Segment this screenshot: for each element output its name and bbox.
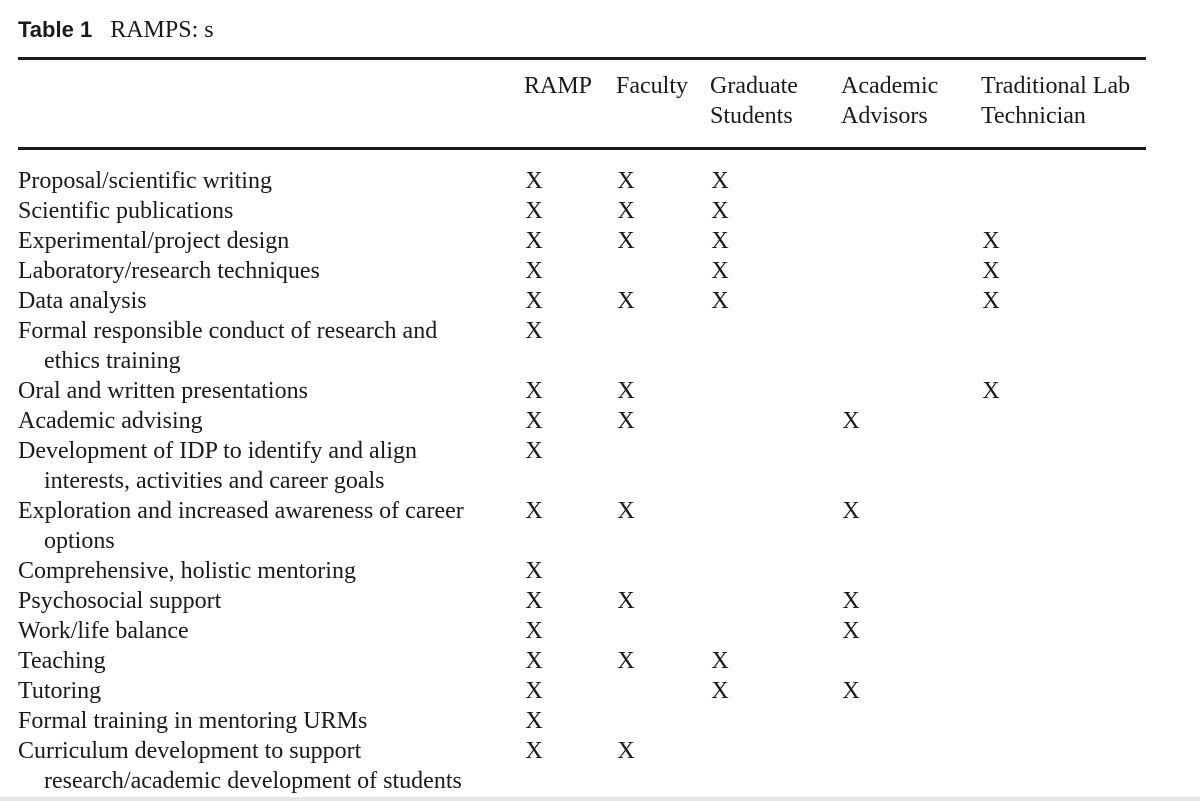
row-label [18, 316, 508, 376]
mark-ramp: X [525, 258, 543, 284]
table-row [0, 436, 1200, 496]
row-label [18, 556, 508, 586]
mark-faculty: X [617, 738, 635, 764]
table-row [0, 166, 1200, 196]
mark-academic-advisors: X [842, 618, 860, 644]
mark-ramp: X [525, 228, 543, 254]
row-label [18, 436, 508, 496]
mark-ramp: X [525, 378, 543, 404]
mark-ramp: X [525, 168, 543, 194]
table-number: Table 1 [18, 17, 93, 42]
mark-graduate-students: X [711, 678, 729, 704]
column-header-academic-advisors [841, 71, 938, 131]
row-label-line: interests, activities and career goals [44, 468, 385, 494]
row-label-line: research/academic development of students [44, 768, 462, 794]
row-label [18, 676, 508, 706]
table-row [0, 556, 1200, 586]
table-row [0, 316, 1200, 376]
mark-ramp: X [525, 438, 543, 464]
row-label-line: Academic advising [18, 408, 203, 434]
mark-academic-advisors: X [842, 498, 860, 524]
mark-ramp: X [525, 648, 543, 674]
column-header-line: Advisors [841, 103, 928, 129]
row-label-line: Tutoring [18, 678, 102, 704]
row-label-line: Exploration and increased awareness of career [18, 498, 464, 524]
row-label [18, 496, 508, 556]
column-header-line: Academic [841, 73, 939, 99]
column-header-line: Faculty [616, 73, 688, 99]
row-label-line: Psychosocial support [18, 588, 222, 614]
table-row [0, 406, 1200, 436]
row-label [18, 706, 508, 736]
mark-academic-advisors: X [842, 408, 860, 434]
column-header-graduate-students [710, 71, 798, 131]
table-row [0, 376, 1200, 406]
column-header-line: RAMP [524, 73, 593, 99]
column-header-faculty [616, 71, 688, 101]
mark-faculty: X [617, 498, 635, 524]
row-label-line: Formal training in mentoring URMs [18, 708, 368, 734]
table-row [0, 616, 1200, 646]
mark-faculty: X [617, 198, 635, 224]
table-row [0, 706, 1200, 736]
row-label [18, 226, 508, 256]
row-label-line: Laboratory/research techniques [18, 258, 320, 284]
row-label-line: options [44, 528, 115, 554]
row-label [18, 406, 508, 436]
row-label [18, 256, 508, 286]
row-label [18, 616, 508, 646]
table-row [0, 586, 1200, 616]
row-label [18, 286, 508, 316]
table-row [0, 646, 1200, 676]
mark-ramp: X [525, 198, 543, 224]
mark-traditional-lab-technician: X [982, 258, 1000, 284]
table-title: RAMPS: s [110, 17, 214, 43]
mark-academic-advisors: X [842, 678, 860, 704]
row-label-line: Experimental/project design [18, 228, 290, 254]
column-header-line: Students [710, 103, 793, 129]
row-label-line: Oral and written presentations [18, 378, 308, 404]
row-label-line: Proposal/scientific writing [18, 168, 272, 194]
mark-graduate-students: X [711, 288, 729, 314]
column-header-line: Graduate [710, 73, 798, 99]
mark-ramp: X [525, 738, 543, 764]
table-header-rule [18, 147, 1146, 150]
mark-ramp: X [525, 288, 543, 314]
mark-ramp: X [525, 498, 543, 524]
mark-ramp: X [525, 558, 543, 584]
mark-faculty: X [617, 228, 635, 254]
column-header-line: Traditional Lab [981, 73, 1131, 99]
row-label [18, 196, 508, 226]
row-label [18, 166, 508, 196]
mark-faculty: X [617, 288, 635, 314]
column-header-traditional-lab-technician [981, 71, 1130, 131]
row-label-line: Teaching [18, 648, 106, 674]
table-caption [18, 14, 214, 46]
table-row [0, 226, 1200, 256]
mark-faculty: X [617, 168, 635, 194]
page-bottom-edge [0, 797, 1200, 801]
table-row [0, 256, 1200, 286]
mark-ramp: X [525, 678, 543, 704]
row-label-line: Development of IDP to identify and align [18, 438, 418, 464]
mark-graduate-students: X [711, 198, 729, 224]
mark-faculty: X [617, 588, 635, 614]
row-label-line: Data analysis [18, 288, 147, 314]
mark-ramp: X [525, 618, 543, 644]
row-label-line: ethics training [44, 348, 181, 374]
mark-faculty: X [617, 648, 635, 674]
mark-graduate-students: X [711, 258, 729, 284]
mark-traditional-lab-technician: X [982, 228, 1000, 254]
mark-academic-advisors: X [842, 588, 860, 614]
column-header-line: Technician [981, 103, 1086, 129]
table-top-rule [18, 57, 1146, 60]
row-label [18, 646, 508, 676]
mark-traditional-lab-technician: X [982, 378, 1000, 404]
mark-ramp: X [525, 408, 543, 434]
mark-ramp: X [525, 588, 543, 614]
mark-graduate-students: X [711, 648, 729, 674]
row-label-line: Scientific publications [18, 198, 234, 224]
mark-graduate-students: X [711, 168, 729, 194]
row-label [18, 736, 508, 796]
row-label-line: Curriculum development to support [18, 738, 362, 764]
column-header-ramp [524, 71, 592, 101]
mark-traditional-lab-technician: X [982, 288, 1000, 314]
row-label-line: Comprehensive, holistic mentoring [18, 558, 356, 584]
mark-ramp: X [525, 318, 543, 344]
mark-faculty: X [617, 378, 635, 404]
mark-graduate-students: X [711, 228, 729, 254]
row-label [18, 586, 508, 616]
mark-ramp: X [525, 708, 543, 734]
table-row [0, 676, 1200, 706]
row-label-line: Work/life balance [18, 618, 189, 644]
table-row [0, 286, 1200, 316]
row-label-line: Formal responsible conduct of research and [18, 318, 438, 344]
table-row [0, 196, 1200, 226]
table-row [0, 736, 1200, 796]
row-label [18, 376, 508, 406]
table-row [0, 496, 1200, 556]
mark-faculty: X [617, 408, 635, 434]
